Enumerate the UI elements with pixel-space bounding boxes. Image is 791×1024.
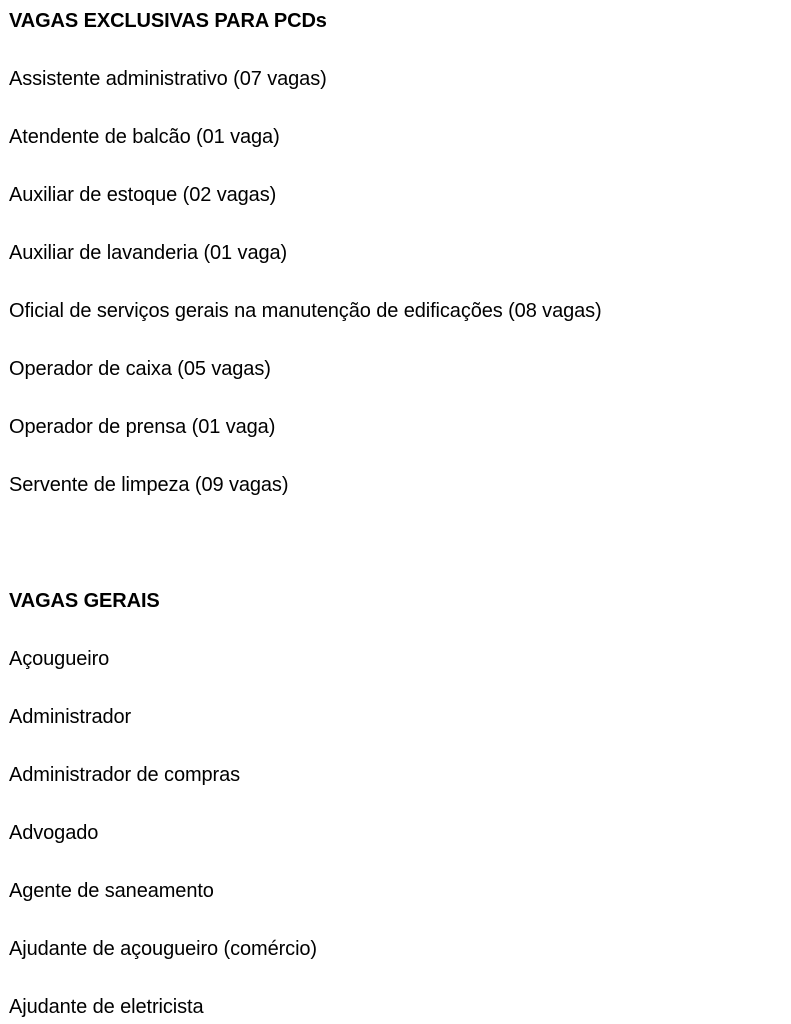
list-item: Auxiliar de lavanderia (01 vaga) xyxy=(9,242,288,264)
section-heading-pcd: VAGAS EXCLUSIVAS PARA PCDs xyxy=(9,10,327,32)
list-item: Assistente administrativo (07 vagas) xyxy=(9,68,327,90)
list-item: Agente de saneamento xyxy=(9,880,214,902)
list-item: Oficial de serviços gerais na manutenção de edificações (08 vagas) xyxy=(9,300,602,322)
list-item: Auxiliar de estoque (02 vagas) xyxy=(9,184,277,206)
list-item: Açougueiro xyxy=(9,648,110,670)
list-item: Ajudante de eletricista xyxy=(9,996,204,1018)
section-heading-gerais: VAGAS GERAIS xyxy=(9,590,160,612)
list-item: Ajudante de açougueiro (comércio) xyxy=(9,938,317,960)
list-item: Operador de caixa (05 vagas) xyxy=(9,358,271,380)
list-item: Administrador de compras xyxy=(9,764,241,786)
list-item: Administrador xyxy=(9,706,132,728)
list-item: Operador de prensa (01 vaga) xyxy=(9,416,276,438)
list-item: Servente de limpeza (09 vagas) xyxy=(9,474,289,496)
list-item: Advogado xyxy=(9,822,99,844)
list-item: Atendente de balcão (01 vaga) xyxy=(9,126,280,148)
